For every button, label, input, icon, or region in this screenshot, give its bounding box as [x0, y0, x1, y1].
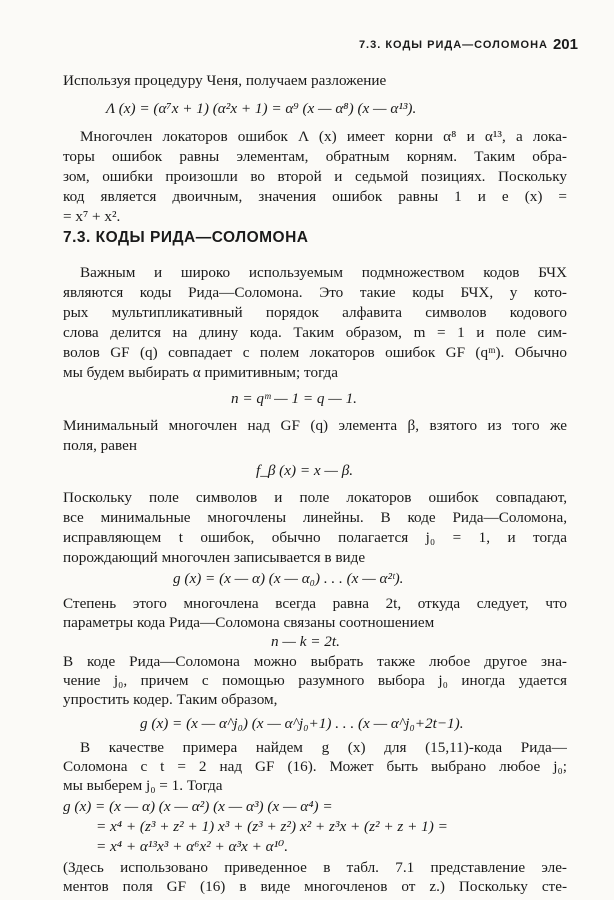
- paragraph-line: чение j₀, причем с помощью разумного выбора j₀ иногда удается: [63, 672, 567, 689]
- paragraph-line: параметры кода Рида—Соломона связаны соотношением: [63, 614, 435, 631]
- paragraph-line: Многочлен локаторов ошибок Λ (x) имеет корни α⁸ и α¹³, а лока-: [80, 128, 567, 145]
- page-number: 201: [552, 36, 578, 53]
- equation-generator-j0: g (x) = (x — α^j₀) (x — α^j₀+1) . . . (x — α^j₀+2t−1).: [140, 715, 464, 732]
- equation-minimal-polynomial: f_β (x) = x — β.: [256, 462, 354, 479]
- paragraph-line: = x⁷ + x².: [63, 208, 121, 225]
- paragraph-line: Минимальный многочлен над GF (q) элемента β, взятого из того же: [63, 417, 567, 434]
- equation-example-line: = x⁴ + (z³ + z² + 1) x³ + (z³ + z²) x² + z³x + (z² + z + 1) =: [96, 818, 448, 835]
- paragraph-line: Степень этого многочлена всегда равна 2t, откуда следует, что: [63, 595, 567, 612]
- paragraph-line: Поскольку поле символов и поле локаторов ошибок совпадают,: [63, 489, 567, 506]
- paragraph-line: В коде Рида—Соломона можно выбрать также любое другое зна-: [63, 653, 567, 670]
- equation-example-line: g (x) = (x — α) (x — α²) (x — α³) (x — α⁴) =: [63, 798, 333, 815]
- paragraph-line: код является двоичным, значения ошибок равны 1 и e (x) =: [63, 188, 567, 205]
- paragraph-line: порождающий многочлен записывается в виде: [63, 549, 366, 566]
- paragraph-line: волов GF (q) совпадает с полем локаторов ошибок GF (qᵐ). Обычно: [63, 344, 567, 361]
- paragraph-line: зом, ошибки произошли во второй и седьмой позициях. Поскольку: [63, 168, 567, 185]
- paragraph-line: торы ошибок равны элементам, обратным корням. Таким обра-: [63, 148, 567, 165]
- equation-example-line: = x⁴ + α¹³x³ + α⁶x² + α³x + α¹⁰.: [96, 838, 289, 855]
- equation-code-length: n = qᵐ — 1 = q — 1.: [231, 390, 357, 407]
- header-title: 7.3. КОДЫ РИДА—СОЛОМОНА: [358, 39, 548, 51]
- paragraph-line: ментов поля GF (16) в виде многочленов от z.) Поскольку сте-: [63, 878, 567, 895]
- paragraph-line: исправляющем t ошибок, обычно полагается j₀ = 1, и тогда: [63, 529, 567, 546]
- equation-lambda: Λ (x) = (α⁷x + 1) (α²x + 1) = α⁹ (x — α⁸) (x — α¹³).: [106, 100, 417, 117]
- paragraph-line: Важным и широко используемым подмножеством кодов БЧХ: [80, 264, 567, 281]
- paragraph-line: являются коды Рида—Соломона. Это такие коды БЧХ, у кото-: [63, 284, 567, 301]
- paragraph-line: упростить кодер. Таким образом,: [63, 691, 278, 708]
- running-header: [0, 36, 614, 58]
- equation-parameters: n — k = 2t.: [271, 633, 340, 650]
- paragraph-line: поля, равен: [63, 437, 137, 454]
- paragraph-line: слова делится на длину кода. Таким образом, m = 1 и поле сим-: [63, 324, 567, 341]
- paragraph-line: Соломона с t = 2 над GF (16). Может быть выбрано любое j₀;: [63, 758, 567, 775]
- paragraph-line: мы будем выбирать α примитивным; тогда: [63, 364, 339, 381]
- section-heading: 7.3. КОДЫ РИДА—СОЛОМОНА: [63, 229, 309, 246]
- paragraph-line: все минимальные многочлены линейны. В коде Рида—Соломона,: [63, 509, 567, 526]
- equation-generator: g (x) = (x — α) (x — α₀) . . . (x — α²ᵗ).: [173, 570, 404, 587]
- paragraph-line: мы выберем j₀ = 1. Тогда: [63, 777, 223, 794]
- paragraph-line: В качестве примера найдем g (x) для (15,11)-кода Рида—: [80, 739, 567, 756]
- paragraph-line: (Здесь использовано приведенное в табл. 7.1 представление эле-: [63, 859, 567, 876]
- paragraph-line: рых мультипликативный порядок алфавита символов кодового: [63, 304, 567, 321]
- intro-line: Используя процедуру Ченя, получаем разложение: [63, 72, 387, 89]
